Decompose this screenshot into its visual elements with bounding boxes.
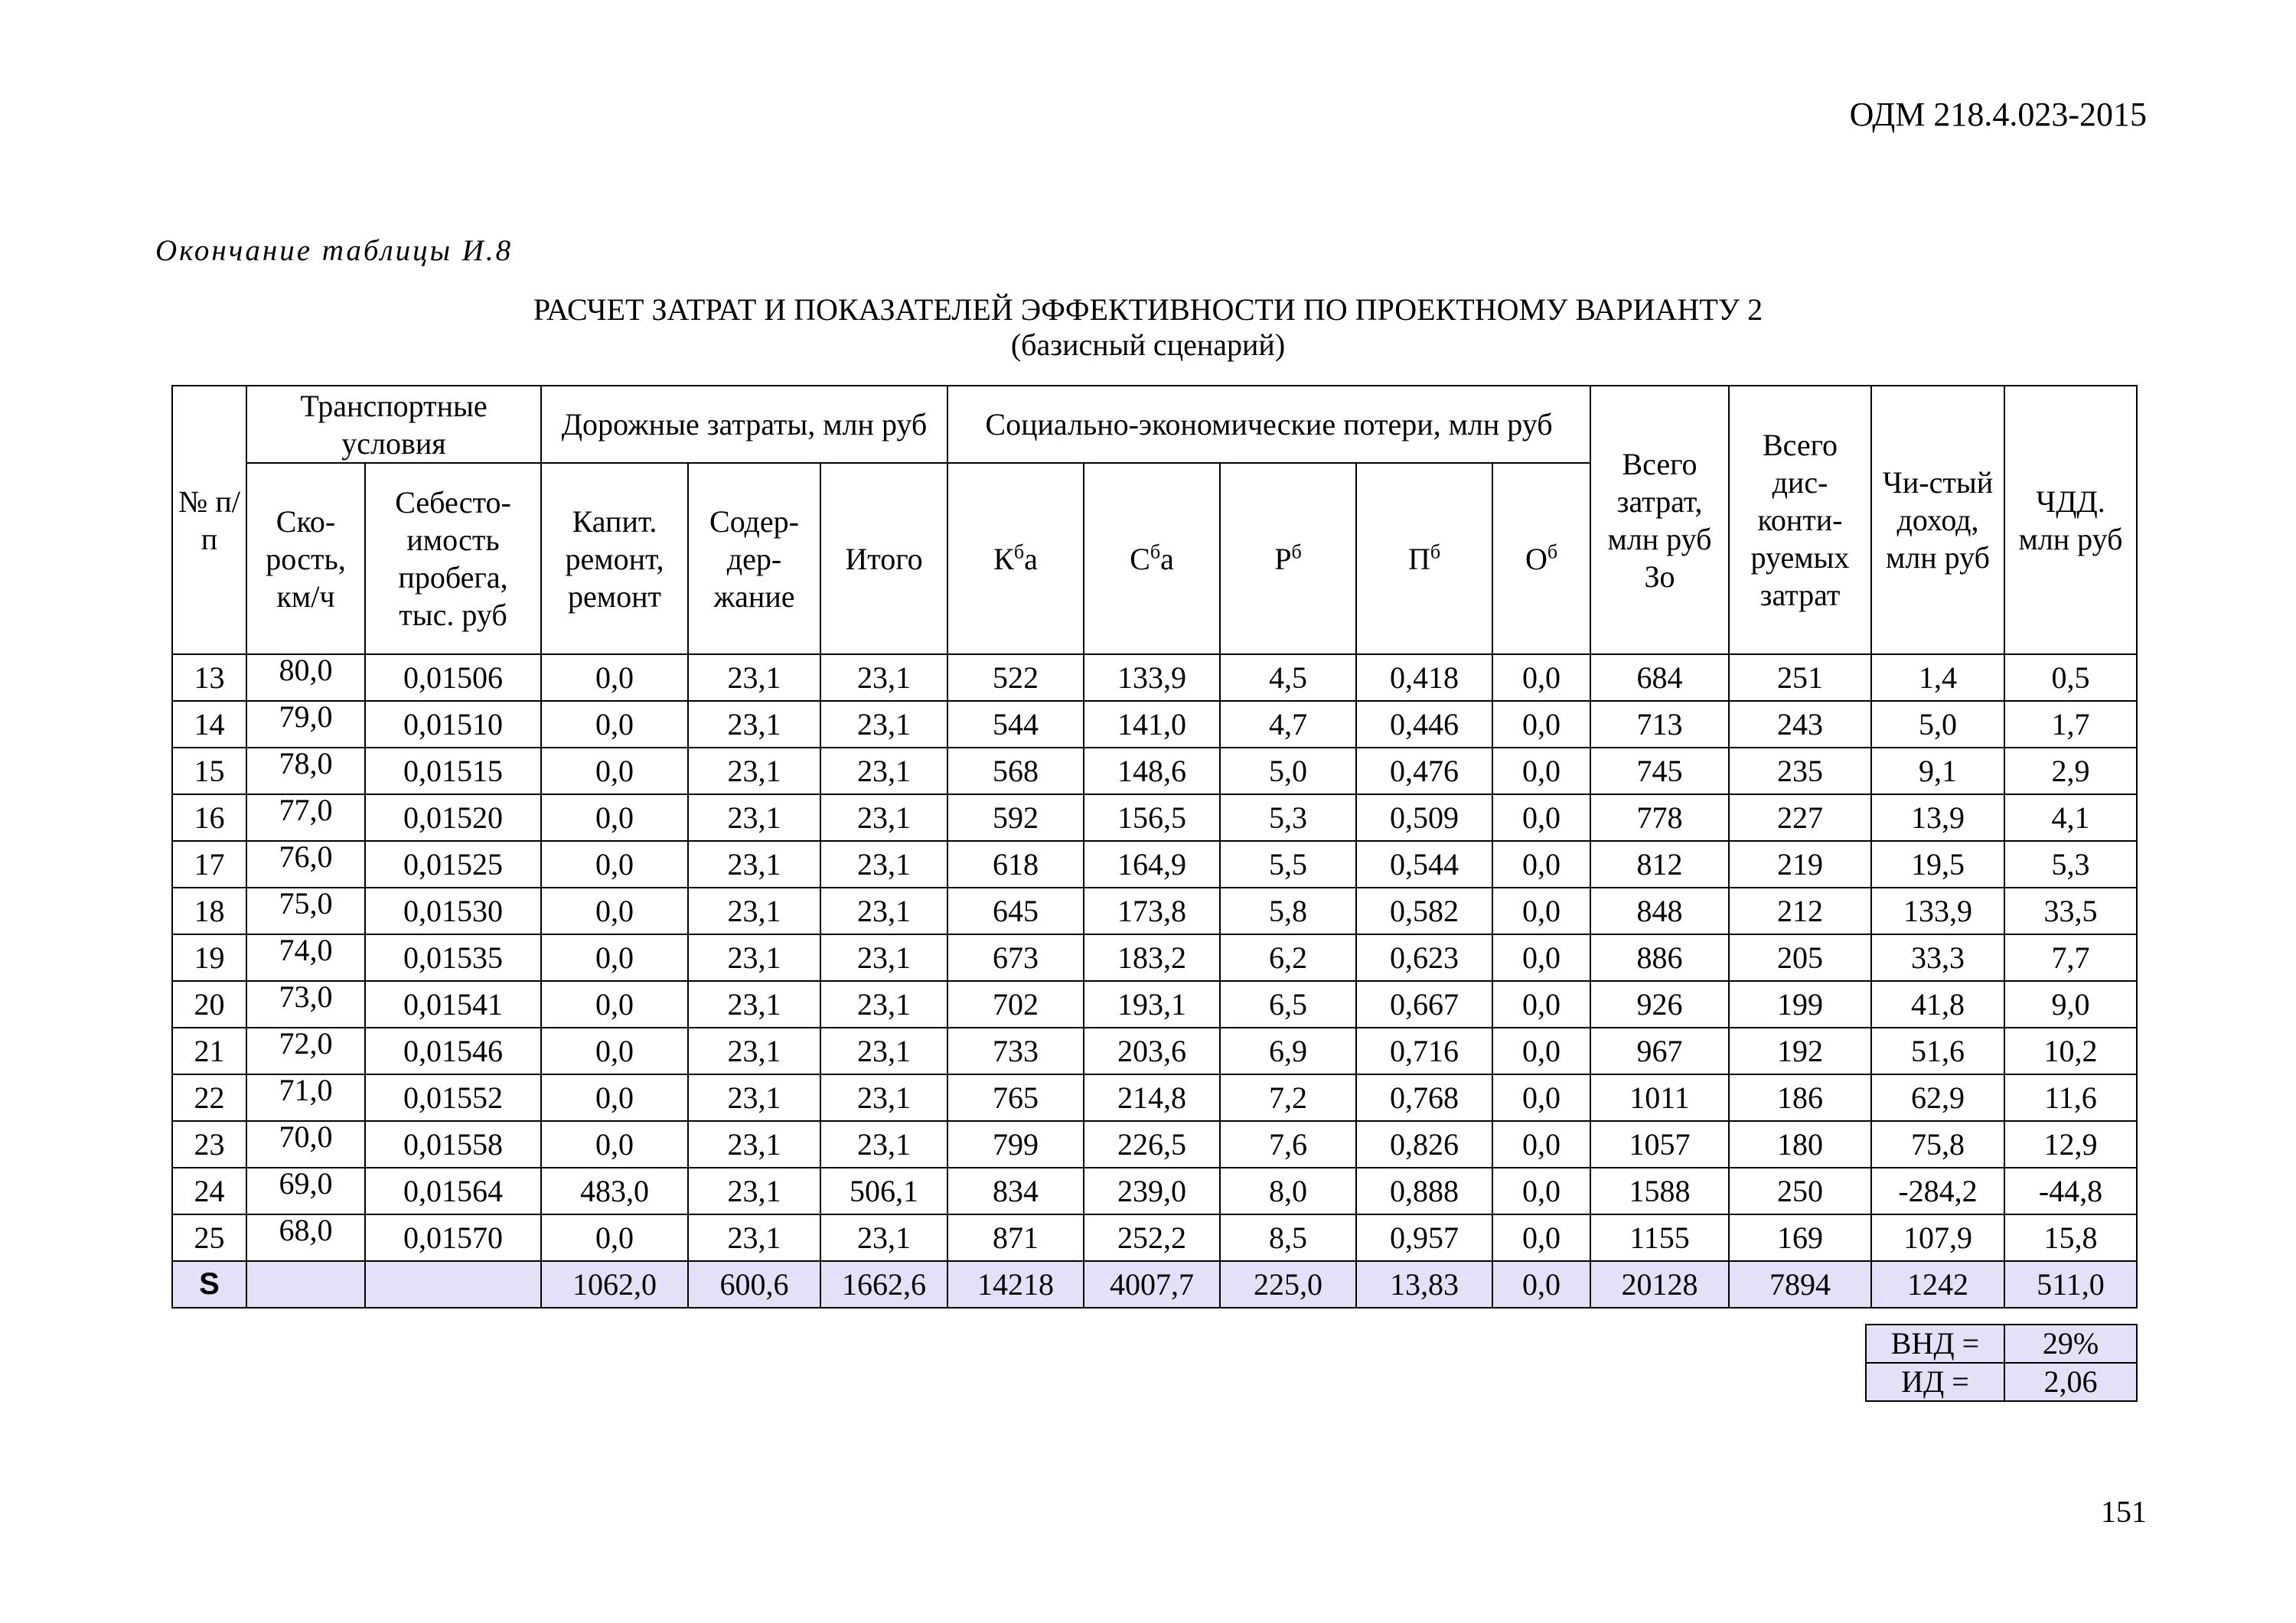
group-header-transport: Транспортные условия bbox=[246, 386, 541, 463]
table-cell: 23,1 bbox=[688, 841, 820, 888]
table-cell: 673 bbox=[947, 934, 1084, 981]
table-cell: 0,0 bbox=[1492, 1214, 1590, 1261]
table-cell: 164,9 bbox=[1084, 841, 1220, 888]
table-cell: 5,8 bbox=[1220, 888, 1356, 934]
table-cell: 0,0 bbox=[1492, 794, 1590, 841]
table-cell: 0,01506 bbox=[365, 654, 541, 701]
col-header-o-sup: б bbox=[1547, 540, 1558, 563]
table-cell: -284,2 bbox=[1871, 1168, 2004, 1214]
table-cell: 0,01525 bbox=[365, 841, 541, 888]
table-cell: 19 bbox=[172, 934, 246, 981]
col-header-road-total: Итого bbox=[820, 463, 947, 654]
table-cell: 75,8 bbox=[1871, 1121, 2004, 1168]
table-cell: 713 bbox=[1590, 701, 1729, 748]
table-cell: 0,957 bbox=[1356, 1214, 1492, 1261]
table-cell: 22 bbox=[172, 1074, 246, 1121]
table-cell: 23,1 bbox=[688, 1214, 820, 1261]
table-cell: 745 bbox=[1590, 748, 1729, 794]
table-cell: 967 bbox=[1590, 1028, 1729, 1074]
table-cell: 23,1 bbox=[688, 701, 820, 748]
table-cell: 17 bbox=[172, 841, 246, 888]
table-cell: 483,0 bbox=[541, 1168, 688, 1214]
indicators-table bbox=[1865, 1324, 2138, 1402]
table-cell: 148,6 bbox=[1084, 748, 1220, 794]
table-row bbox=[172, 654, 2137, 701]
table-cell: 23,1 bbox=[820, 1028, 947, 1074]
table-cell: 199 bbox=[1729, 981, 1871, 1028]
group-header-road-costs: Дорожные затраты, млн руб bbox=[541, 386, 947, 463]
table-cell: 0,01520 bbox=[365, 794, 541, 841]
total-cell: 0,0 bbox=[1492, 1261, 1590, 1308]
total-cell: 1242 bbox=[1871, 1261, 2004, 1308]
col-header-c-base: С bbox=[1130, 541, 1150, 576]
table-cell: 0,01558 bbox=[365, 1121, 541, 1168]
col-header-r-sup: б bbox=[1291, 540, 1302, 563]
col-header-k bbox=[947, 463, 1084, 654]
table-cell: 23,1 bbox=[820, 794, 947, 841]
table-cell: 0,0 bbox=[1492, 981, 1590, 1028]
table-cell: 252,2 bbox=[1084, 1214, 1220, 1261]
table-row bbox=[172, 701, 2137, 748]
table-cell: 0,509 bbox=[1356, 794, 1492, 841]
table-cell: 23,1 bbox=[688, 888, 820, 934]
table-cell: 23,1 bbox=[820, 1074, 947, 1121]
table-cell: 6,9 bbox=[1220, 1028, 1356, 1074]
table-cell: 5,0 bbox=[1220, 748, 1356, 794]
table-cell: 19,5 bbox=[1871, 841, 2004, 888]
table-cell: 926 bbox=[1590, 981, 1729, 1028]
table-cell: 592 bbox=[947, 794, 1084, 841]
table-cell: 0,0 bbox=[1492, 1121, 1590, 1168]
table-cell: 778 bbox=[1590, 794, 1729, 841]
indicator-value: 29% bbox=[2004, 1325, 2137, 1363]
total-cell: 13,83 bbox=[1356, 1261, 1492, 1308]
table-cell: 0,826 bbox=[1356, 1121, 1492, 1168]
table-cell: 0,446 bbox=[1356, 701, 1492, 748]
table-cell: 0,01510 bbox=[365, 701, 541, 748]
table-cell: 51,6 bbox=[1871, 1028, 2004, 1074]
table-cell: 75,0 bbox=[246, 888, 365, 934]
page-number: 151 bbox=[2101, 1494, 2147, 1529]
table-cell: 15 bbox=[172, 748, 246, 794]
table-cell: 23,1 bbox=[820, 841, 947, 888]
table-cell: 80,0 bbox=[246, 654, 365, 701]
table-cell: 73,0 bbox=[246, 981, 365, 1028]
table-cell: 1155 bbox=[1590, 1214, 1729, 1261]
table-cell: 568 bbox=[947, 748, 1084, 794]
table-cell: 0,0 bbox=[1492, 1074, 1590, 1121]
table-cell: 0,01552 bbox=[365, 1074, 541, 1121]
table-cell: 18 bbox=[172, 888, 246, 934]
table-cell: 0,0 bbox=[1492, 888, 1590, 934]
col-header-speed: Ско-рость, км/ч bbox=[246, 463, 365, 654]
table-cell: 848 bbox=[1590, 888, 1729, 934]
table-cell: 23,1 bbox=[688, 1028, 820, 1074]
table-cell: 0,0 bbox=[541, 701, 688, 748]
table-cell: 871 bbox=[947, 1214, 1084, 1261]
table-cell: 886 bbox=[1590, 934, 1729, 981]
table-cell: 203,6 bbox=[1084, 1028, 1220, 1074]
table-cell: 251 bbox=[1729, 654, 1871, 701]
table-cell: 0,0 bbox=[541, 1074, 688, 1121]
table-cell: 1,4 bbox=[1871, 654, 2004, 701]
col-header-p bbox=[1356, 463, 1492, 654]
table-cell: 8,5 bbox=[1220, 1214, 1356, 1261]
total-cell: 225,0 bbox=[1220, 1261, 1356, 1308]
table-row bbox=[172, 888, 2137, 934]
table-body bbox=[172, 654, 2137, 1308]
col-header-r bbox=[1220, 463, 1356, 654]
table-cell: 23,1 bbox=[688, 1074, 820, 1121]
table-cell: 0,768 bbox=[1356, 1074, 1492, 1121]
col-header-o bbox=[1492, 463, 1590, 654]
table-cell: 239,0 bbox=[1084, 1168, 1220, 1214]
table-cell: 0,888 bbox=[1356, 1168, 1492, 1214]
table-row bbox=[172, 794, 2137, 841]
table-cell: 0,01515 bbox=[365, 748, 541, 794]
table-cell: 68,0 bbox=[246, 1214, 365, 1261]
table-cell: 23,1 bbox=[820, 1214, 947, 1261]
table-cell: 0,0 bbox=[541, 934, 688, 981]
table-cell: 76,0 bbox=[246, 841, 365, 888]
table-cell: 23,1 bbox=[688, 748, 820, 794]
table-cell: 62,9 bbox=[1871, 1074, 2004, 1121]
table-cell: 205 bbox=[1729, 934, 1871, 981]
table-cell: 23,1 bbox=[688, 794, 820, 841]
table-cell: 0,623 bbox=[1356, 934, 1492, 981]
total-cell: 4007,7 bbox=[1084, 1261, 1220, 1308]
col-header-net-income: Чи-стый доход, млн руб bbox=[1871, 386, 2004, 654]
table-cell: 15,8 bbox=[2004, 1214, 2137, 1261]
table-cell: 0,0 bbox=[541, 841, 688, 888]
indicator-row bbox=[1866, 1325, 2137, 1363]
indicator-label: ИД = bbox=[1866, 1363, 2004, 1401]
table-row bbox=[172, 934, 2137, 981]
table-cell: 0,544 bbox=[1356, 841, 1492, 888]
table-row bbox=[172, 1028, 2137, 1074]
table-cell: 77,0 bbox=[246, 794, 365, 841]
total-cell bbox=[365, 1261, 541, 1308]
table-cell: 186 bbox=[1729, 1074, 1871, 1121]
table-cell: 133,9 bbox=[1871, 888, 2004, 934]
table-cell: 2,9 bbox=[2004, 748, 2137, 794]
table-cell: 1,7 bbox=[2004, 701, 2137, 748]
group-header-social-losses: Социально-экономические потери, млн руб bbox=[947, 386, 1590, 463]
total-cell: 7894 bbox=[1729, 1261, 1871, 1308]
table-cell: 0,01535 bbox=[365, 934, 541, 981]
table-cell: 1011 bbox=[1590, 1074, 1729, 1121]
table-cell: 0,667 bbox=[1356, 981, 1492, 1028]
indicator-row bbox=[1866, 1363, 2137, 1401]
table-cell: 14 bbox=[172, 701, 246, 748]
table-cell: 4,7 bbox=[1220, 701, 1356, 748]
table-cell: 522 bbox=[947, 654, 1084, 701]
table-cell: 250 bbox=[1729, 1168, 1871, 1214]
table-cell: 4,5 bbox=[1220, 654, 1356, 701]
table-cell: 72,0 bbox=[246, 1028, 365, 1074]
table-cell: 0,716 bbox=[1356, 1028, 1492, 1074]
table-cell: 7,2 bbox=[1220, 1074, 1356, 1121]
table-cell: 20 bbox=[172, 981, 246, 1028]
table-cell: 0,01530 bbox=[365, 888, 541, 934]
table-cell: 212 bbox=[1729, 888, 1871, 934]
table-cell: 0,476 bbox=[1356, 748, 1492, 794]
table-cell: 5,3 bbox=[1220, 794, 1356, 841]
col-header-num: № п/п bbox=[172, 386, 246, 654]
col-header-npv: ЧДД. млн руб bbox=[2004, 386, 2137, 654]
col-header-c-sup: б bbox=[1150, 540, 1161, 563]
table-cell: 812 bbox=[1590, 841, 1729, 888]
table-cell: 0,0 bbox=[1492, 934, 1590, 981]
table-cell: 0,0 bbox=[1492, 654, 1590, 701]
table-cell: 33,3 bbox=[1871, 934, 2004, 981]
total-row-label: S bbox=[172, 1261, 246, 1308]
table-cell: 24 bbox=[172, 1168, 246, 1214]
table-cell: 4,1 bbox=[2004, 794, 2137, 841]
table-cell: 5,3 bbox=[2004, 841, 2137, 888]
col-header-c bbox=[1084, 463, 1220, 654]
table-cell: 13 bbox=[172, 654, 246, 701]
table-cell: 23,1 bbox=[820, 981, 947, 1028]
col-header-maintenance: Содер-дер-жание bbox=[688, 463, 820, 654]
col-header-capital-repair: Капит. ремонт, ремонт bbox=[541, 463, 688, 654]
col-header-r-base: Р bbox=[1274, 541, 1292, 576]
table-cell: 23,1 bbox=[820, 654, 947, 701]
table-cell: 183,2 bbox=[1084, 934, 1220, 981]
col-header-k-sup: б bbox=[1013, 540, 1025, 563]
col-header-p-sup: б bbox=[1430, 540, 1441, 563]
table-cell: 11,6 bbox=[2004, 1074, 2137, 1121]
table-cell: 702 bbox=[947, 981, 1084, 1028]
table-cell: 0,01546 bbox=[365, 1028, 541, 1074]
indicator-label: ВНД = bbox=[1866, 1325, 2004, 1363]
table-cell: 13,9 bbox=[1871, 794, 2004, 841]
table-row bbox=[172, 981, 2137, 1028]
total-cell: 1062,0 bbox=[541, 1261, 688, 1308]
table-row bbox=[172, 1121, 2137, 1168]
table-cell: 0,0 bbox=[1492, 841, 1590, 888]
table-cell: 78,0 bbox=[246, 748, 365, 794]
col-header-c-suffix: а bbox=[1160, 541, 1174, 576]
table-cell: 0,0 bbox=[1492, 748, 1590, 794]
table-row bbox=[172, 748, 2137, 794]
total-cell: 20128 bbox=[1590, 1261, 1729, 1308]
table-title-line-2: (базисный сценарий) bbox=[1010, 328, 1286, 362]
total-cell: 14218 bbox=[947, 1261, 1084, 1308]
table-cell: 219 bbox=[1729, 841, 1871, 888]
table-cell: 23,1 bbox=[688, 934, 820, 981]
table-cell: 544 bbox=[947, 701, 1084, 748]
table-cell: 6,2 bbox=[1220, 934, 1356, 981]
table-cell: 0,0 bbox=[1492, 1028, 1590, 1074]
table-cell: 0,01570 bbox=[365, 1214, 541, 1261]
table-cell: 0,0 bbox=[541, 1214, 688, 1261]
table-cell: 21 bbox=[172, 1028, 246, 1074]
col-header-total-costs: Всего затрат, млн руб Зо bbox=[1590, 386, 1729, 654]
table-cell: 41,8 bbox=[1871, 981, 2004, 1028]
indicators-body bbox=[1866, 1325, 2137, 1401]
indicator-value: 2,06 bbox=[2004, 1363, 2137, 1401]
table-cell: 7,6 bbox=[1220, 1121, 1356, 1168]
table-cell: 133,9 bbox=[1084, 654, 1220, 701]
table-cell: 226,5 bbox=[1084, 1121, 1220, 1168]
document-code: ОДМ 218.4.023-2015 bbox=[1849, 96, 2147, 133]
total-cell: 511,0 bbox=[2004, 1261, 2137, 1308]
table-cell: 834 bbox=[947, 1168, 1084, 1214]
table-cell: 1588 bbox=[1590, 1168, 1729, 1214]
table-cell: 25 bbox=[172, 1214, 246, 1261]
table-cell: 0,0 bbox=[1492, 701, 1590, 748]
table-cell: 645 bbox=[947, 888, 1084, 934]
col-header-o-base: О bbox=[1525, 541, 1548, 576]
table-cell: 23 bbox=[172, 1121, 246, 1168]
table-cell: 0,0 bbox=[541, 654, 688, 701]
table-cell: 23,1 bbox=[820, 934, 947, 981]
table-cell: 0,5 bbox=[2004, 654, 2137, 701]
table-cell: 0,01564 bbox=[365, 1168, 541, 1214]
table-cell: 0,01541 bbox=[365, 981, 541, 1028]
table-cell: 0,418 bbox=[1356, 654, 1492, 701]
table-cell: 5,0 bbox=[1871, 701, 2004, 748]
table-cell: 765 bbox=[947, 1074, 1084, 1121]
col-header-discounted-costs: Всего дис-конти-руемых затрат bbox=[1729, 386, 1871, 654]
table-cell: 0,0 bbox=[541, 981, 688, 1028]
table-cell: 214,8 bbox=[1084, 1074, 1220, 1121]
total-cell bbox=[246, 1261, 365, 1308]
total-cell: 1662,6 bbox=[820, 1261, 947, 1308]
table-cell: 5,5 bbox=[1220, 841, 1356, 888]
col-header-k-base: К bbox=[993, 541, 1014, 576]
table-cell: 23,1 bbox=[688, 981, 820, 1028]
col-header-cost: Себесто-имость пробега, тыс. руб bbox=[365, 463, 541, 654]
table-cell: 141,0 bbox=[1084, 701, 1220, 748]
table-cell: 8,0 bbox=[1220, 1168, 1356, 1214]
table-cell: -44,8 bbox=[2004, 1168, 2137, 1214]
table-row bbox=[172, 1168, 2137, 1214]
table-cell: 169 bbox=[1729, 1214, 1871, 1261]
table-cell: 0,0 bbox=[541, 748, 688, 794]
table-row bbox=[172, 841, 2137, 888]
table-cell: 684 bbox=[1590, 654, 1729, 701]
total-row bbox=[172, 1261, 2137, 1308]
table-cell: 9,1 bbox=[1871, 748, 2004, 794]
table-cell: 618 bbox=[947, 841, 1084, 888]
table-row bbox=[172, 1074, 2137, 1121]
table-cell: 107,9 bbox=[1871, 1214, 2004, 1261]
table-cell: 243 bbox=[1729, 701, 1871, 748]
table-title bbox=[0, 292, 2296, 363]
table-cell: 0,0 bbox=[541, 1028, 688, 1074]
table-cell: 69,0 bbox=[246, 1168, 365, 1214]
table-cell: 23,1 bbox=[820, 888, 947, 934]
table-cell: 74,0 bbox=[246, 934, 365, 981]
table-cell: 23,1 bbox=[688, 654, 820, 701]
table-cell: 9,0 bbox=[2004, 981, 2137, 1028]
table-cell: 192 bbox=[1729, 1028, 1871, 1074]
table-cell: 10,2 bbox=[2004, 1028, 2137, 1074]
table-cell: 733 bbox=[947, 1028, 1084, 1074]
table-title-line-1: РАСЧЕТ ЗАТРАТ И ПОКАЗАТЕЛЕЙ ЭФФЕКТИВНОСТИ ПО ПРОЕКТНОМУ ВАРИАНТУ 2 bbox=[533, 292, 1763, 327]
table-cell: 70,0 bbox=[246, 1121, 365, 1168]
table-cell: 79,0 bbox=[246, 701, 365, 748]
table-cell: 235 bbox=[1729, 748, 1871, 794]
table-cell: 156,5 bbox=[1084, 794, 1220, 841]
table-cell: 0,0 bbox=[541, 1121, 688, 1168]
table-cell: 0,0 bbox=[541, 888, 688, 934]
table-row bbox=[172, 1214, 2137, 1261]
col-header-k-suffix: а bbox=[1024, 541, 1038, 576]
table-cell: 23,1 bbox=[820, 748, 947, 794]
table-continuation-label: Окончание таблицы И.8 bbox=[155, 234, 514, 267]
table-cell: 799 bbox=[947, 1121, 1084, 1168]
table-cell: 7,7 bbox=[2004, 934, 2137, 981]
table-cell: 33,5 bbox=[2004, 888, 2137, 934]
table-cell: 23,1 bbox=[820, 701, 947, 748]
table-cell: 71,0 bbox=[246, 1074, 365, 1121]
table-cell: 1057 bbox=[1590, 1121, 1729, 1168]
table-cell: 0,0 bbox=[541, 794, 688, 841]
table-cell: 6,5 bbox=[1220, 981, 1356, 1028]
col-header-p-base: П bbox=[1407, 541, 1430, 576]
table-cell: 23,1 bbox=[688, 1121, 820, 1168]
table-cell: 0,0 bbox=[1492, 1168, 1590, 1214]
table-cell: 0,582 bbox=[1356, 888, 1492, 934]
table-cell: 180 bbox=[1729, 1121, 1871, 1168]
table-cell: 227 bbox=[1729, 794, 1871, 841]
table-cell: 193,1 bbox=[1084, 981, 1220, 1028]
table-cell: 23,1 bbox=[688, 1168, 820, 1214]
table-cell: 173,8 bbox=[1084, 888, 1220, 934]
table-cell: 506,1 bbox=[820, 1168, 947, 1214]
cost-efficiency-table bbox=[171, 385, 2138, 1309]
table-cell: 23,1 bbox=[820, 1121, 947, 1168]
table-cell: 12,9 bbox=[2004, 1121, 2137, 1168]
total-cell: 600,6 bbox=[688, 1261, 820, 1308]
table-cell: 16 bbox=[172, 794, 246, 841]
table-header bbox=[172, 386, 2137, 654]
